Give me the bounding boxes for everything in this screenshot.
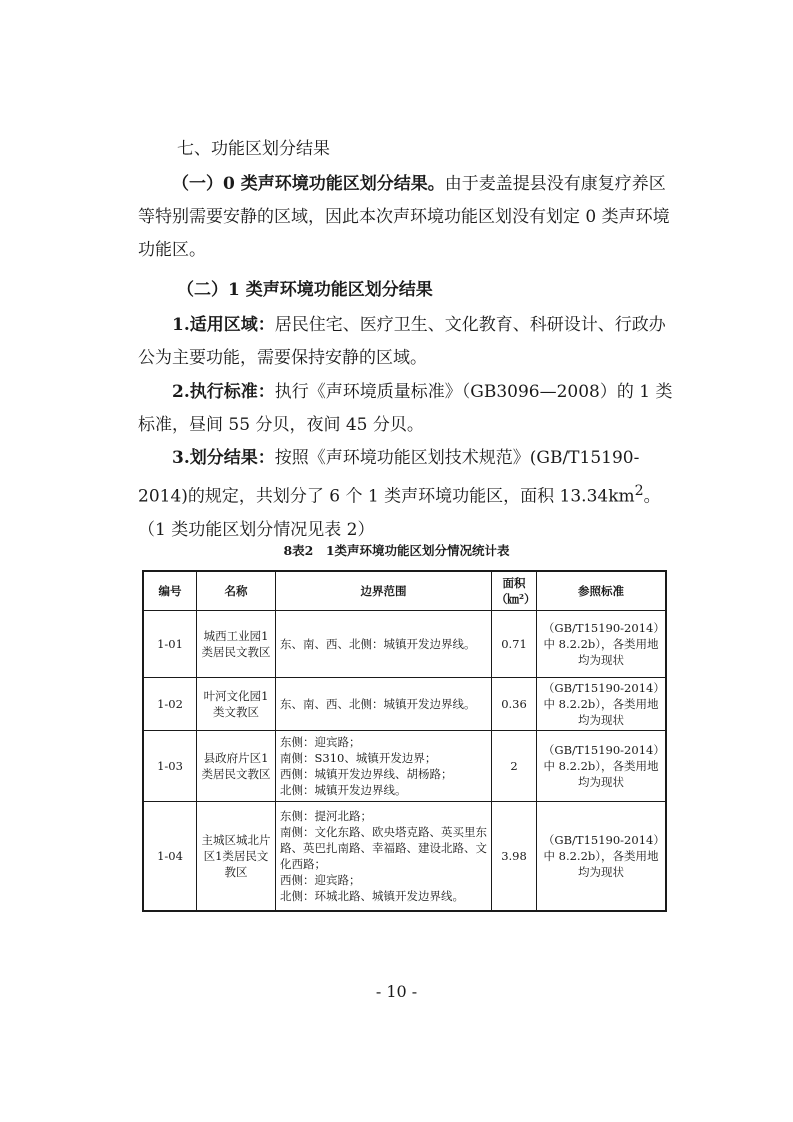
page-number: - 10 - xyxy=(375,982,418,1001)
table-header-row xyxy=(143,571,666,611)
section-heading: 七、功能区划分结果 xyxy=(177,139,330,159)
boundary-line: 南侧：文化东路、欧央塔克路、英买里东路、英巴扎南路、幸福路、建设北路、文化西路； xyxy=(280,825,487,871)
zoning-table xyxy=(142,570,667,912)
item-standard xyxy=(138,376,678,442)
cell-no: 1-01 xyxy=(143,611,197,678)
cell-boundary xyxy=(276,678,492,731)
cell-boundary xyxy=(276,802,492,912)
header-no: 编号 xyxy=(143,571,197,611)
item-standard-text: 执行《声环境质量标准》（GB3096—2008）的 1 类标准，昼间 55 分贝，夜间 45 分贝。 xyxy=(138,382,673,435)
table-row xyxy=(143,731,666,802)
paragraph-class0-body: 由于麦盖提县没有康复疗养区等特别需要安静的区域，因此本次声环境功能区划没有划定 0 类声环境功能区。 xyxy=(138,174,670,260)
item-standard-label: 2.执行标准： xyxy=(172,382,275,402)
cell-area: 3.98 xyxy=(492,802,537,912)
table-row xyxy=(143,678,666,731)
item-division-result-text: 按照《声环境功能区划技术规范》(GB/T15190-2014)的规定，共划分了 6 个 1 类声环境功能区，面积 13.34km xyxy=(138,448,640,507)
boundary-line: 东侧：提河北路； xyxy=(280,809,372,823)
item-applicable-area-text: 居民住宅、医疗卫生、文化教育、科研设计、行政办公为主要功能，需要保持安静的区域。 xyxy=(138,315,666,368)
boundary-line: 西侧：城镇开发边界线、胡杨路； xyxy=(280,767,453,781)
cell-area: 0.71 xyxy=(492,611,537,678)
sub-heading-class1: （二）1 类声环境功能区划分结果 xyxy=(177,280,433,300)
cell-boundary xyxy=(276,731,492,802)
item-applicable-area-label: 1.适用区域： xyxy=(172,315,275,335)
boundary-line: 东、南、西、北侧：城镇开发边界线。 xyxy=(280,637,476,651)
paragraph-class0-title: （一）0 类声环境功能区划分结果。 xyxy=(172,174,445,194)
item-applicable-area xyxy=(138,309,678,375)
cell-no: 1-02 xyxy=(143,678,197,731)
cell-area: 2 xyxy=(492,731,537,802)
table-caption: 8表2 1类声环境功能区划分情况统计表 xyxy=(283,543,510,558)
cell-no: 1-03 xyxy=(143,731,197,802)
paragraph-class0 xyxy=(138,168,678,267)
boundary-line: 东侧：迎宾路； xyxy=(280,735,361,749)
superscript: 2 xyxy=(634,483,644,499)
cell-name: 城西工业园1类居民文教区 xyxy=(197,611,276,678)
cell-name: 主城区城北片区1类居民文教区 xyxy=(197,802,276,912)
table-row xyxy=(143,802,666,912)
cell-no: 1-04 xyxy=(143,802,197,912)
cell-area: 0.36 xyxy=(492,678,537,731)
cell-standard: （GB/T15190-2014）中 8.2.2b），各类用地均为现状 xyxy=(537,611,667,678)
cell-name: 叶河文化园1类文教区 xyxy=(197,678,276,731)
boundary-line: 西侧：迎宾路； xyxy=(280,873,361,887)
boundary-line: 南侧：S310、城镇开发边界； xyxy=(280,751,437,765)
item-division-result-tail: 。（1 类功能区划分情况见表 2） xyxy=(138,486,661,540)
header-area: 面积（㎞²） xyxy=(492,571,537,611)
cell-standard: （GB/T15190-2014）中 8.2.2b），各类用地均为现状 xyxy=(537,678,667,731)
cell-standard: （GB/T15190-2014）中 8.2.2b），各类用地均为现状 xyxy=(537,731,667,802)
boundary-line: 北侧：环城北路、城镇开发边界线。 xyxy=(280,889,464,903)
boundary-line: 东、南、西、北侧：城镇开发边界线。 xyxy=(280,697,476,711)
header-standard: 参照标准 xyxy=(537,571,667,611)
item-division-result-label: 3.划分结果： xyxy=(172,448,275,468)
header-boundary: 边界范围 xyxy=(276,571,492,611)
cell-boundary xyxy=(276,611,492,678)
cell-name: 县政府片区1类居民文教区 xyxy=(197,731,276,802)
boundary-line: 北侧：城镇开发边界线。 xyxy=(280,783,407,797)
header-name: 名称 xyxy=(197,571,276,611)
table-row xyxy=(143,611,666,678)
cell-standard: （GB/T15190-2014）中 8.2.2b），各类用地均为现状 xyxy=(537,802,667,912)
item-division-result xyxy=(138,442,678,547)
